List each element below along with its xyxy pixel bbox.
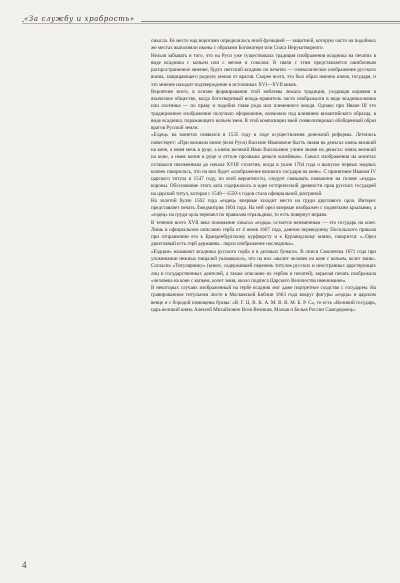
paragraph: Нельзя забывать и того, что на Руси уже существовала традиция изображения всадника на печатях в виде всадника с копьем или с мечом и соколом. В связи с этим представляется ошибочным распространенное мнение, будто светский всадник на печатях — символическое изображение русского воина, защищающего родную землю от врагов. Скорее всего, это был образ именно князя, государя, и это мнение находит подтверждение в источниках XVI—XVII веков. [151,52,376,88]
running-header [22,14,400,30]
running-header-title: «За службу и храбрость» [24,15,141,23]
paragraph: В течение всего XVII века понимание смысла «ездца» остается неизменным — это государь на коне. Лишь в официальном описании герба от 4 июня 1667 года, данном переводчику Посольского приказа при отправлении его к Бранденбургскому курфюрсту и к Курляндскому князю, говорится: «..Орел двоеглавый есть герб державны.. перси изображение наследника». [151,219,376,248]
paragraph: На золотой булле 1562 года «ездец» впервые заходит место на груди двуглавого орла. Интерес представляет печать Лжедмитрия 1604 года. На ней орел впервые изображен с поднятыми крыльями, а «ездец» на груди орла перешел по правилам геральдики, то есть повернут вправо. [151,197,376,219]
header-rule-thin [22,23,400,24]
paragraph: В некоторых случаях изображенный на гербе всадник мог даже портретное сходство с государем. На гравированном титульном листе в Московской Библии 1663 года вокруг фигуры «ездца» в царском венце и с бородой помещены буквы: «В. Г. Ц. В. К. А. М. В. В. М. Б. Р. С», то есть «Великий государь, царь великий князь Алексей Михайлович Всея Великия, Малыя и Белыя России Самодержец». [151,285,376,313]
paragraph: «Ездцом» называют всадника русского герба и в деловых бумагах. В описи Смоленска 1671 года при упоминании нежных пищалей указывалось, что на них «вылит человек на коне с копьем, колет змия». Согласно «Титулярнику» (книге, содержавшей перечень титулов русских и иностранных царствующих лиц и государственных деятелей, а также описание их гербов и печатей), корычая печать изображала «человека на коне с копьем, колет змия, около подписа Царского Величества именование». [151,248,376,284]
paragraph: смысла. Ее место над воротами определилось иной функцией — защитной, которую часто на подобных же местах выполняли иконы с образами Богоматери или Спаса Нерукотворного. [151,38,376,52]
page-number: 4 [22,560,27,570]
paragraph: «Ездец» на монетах появился в 1535 году в ходе осуществления денежной реформы. Летопись повествует: «При великом князе (всея Руси) Василие Ивановиче бысть знамя на деньгах князь великий на коне, а имея мечь в руце, а князь великий Иван Васильевич учини знамя на деньгах: князь великий на коне, а имея копие в руце и оттоле прозваша деньги копейные». Смысл изображения на монетах оставался неизменным до начала XVIII столетия, когда в указе 1704 года о выпуске первых медных копеек говорилось, что на них будет «изображение великого государя на коне». С принятием Иваном IV царского титула в 1547 году, по всей вероятности, следует связывать появление на голове «ездца» короны. Обоснование этого акта содержалось в идее исторической древности прав русских государей на царский титул, которая с 1540—1550-х годов стала официальной доктриной. [151,132,376,197]
paragraph: Вероятнее всего, в основе формирования этой эмблемы лежала традиция, уходящая корнями в языческое общество, когда боготворимый вождь-правитель часто изображался в виде всадника-воина или охотника — по праву и подобно главе рода или племенного вождя. Однако при Иване III это традиционное изображение получило оформление, возможно под влиянием византийского образца, в виде всадника, поражающего копьем змея. В этой композиции змей символизировал обобщенный образ врагов Русской земли. [151,88,376,132]
body-text [151,38,376,314]
